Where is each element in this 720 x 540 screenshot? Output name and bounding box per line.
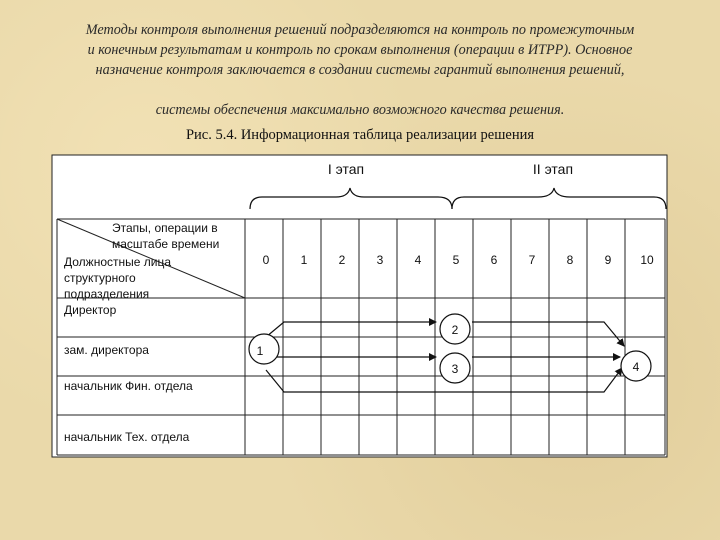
operation-node-1-label: 1 bbox=[256, 344, 264, 358]
time-scale-label-9: 9 bbox=[604, 253, 612, 267]
time-scale-label-5: 5 bbox=[452, 253, 460, 267]
time-scale-label-6: 6 bbox=[490, 253, 498, 267]
header-officials-line-2: структурного bbox=[64, 271, 136, 285]
paragraph-line-4: системы обеспечения максимально возможного качества решения. bbox=[155, 102, 565, 118]
paragraph-line-1: Методы контроля выполнения решений подразделяются на контроль по промежуточным bbox=[85, 22, 635, 38]
time-scale-label-4: 4 bbox=[414, 253, 422, 267]
header-operations-line-1: Этапы, операции в bbox=[112, 221, 218, 235]
row-label-director: Директор bbox=[64, 303, 117, 317]
time-scale-label-1: 1 bbox=[300, 253, 308, 267]
time-scale-label-7: 7 bbox=[528, 253, 536, 267]
time-scale-label-8: 8 bbox=[566, 253, 574, 267]
row-label-deputy-director: зам. директора bbox=[64, 343, 149, 357]
operation-node-1 bbox=[249, 334, 279, 364]
stage-2-label: II этап bbox=[532, 161, 574, 177]
header-operations-line-2: масштабе времени bbox=[112, 237, 220, 251]
paragraph-line-2: и конечным результатам и контроль по срокам выполнения (операции в ИТРР). Основное bbox=[87, 42, 633, 58]
time-scale-label-10: 10 bbox=[640, 253, 654, 267]
operation-node-2-label: 2 bbox=[451, 323, 459, 337]
paragraph-line-3: назначение контроля заключается в создании системы гарантий выполнения решений, bbox=[95, 62, 625, 78]
operation-node-3-label: 3 bbox=[451, 362, 459, 376]
stage-1-label: I этап bbox=[327, 161, 365, 177]
figure-caption: Рис. 5.4. Информационная таблица реализации решения bbox=[185, 127, 535, 143]
header-officials-line-1: Должностные лица bbox=[64, 255, 172, 269]
operation-node-4-label: 4 bbox=[632, 360, 640, 374]
time-scale-label-0: 0 bbox=[262, 253, 270, 267]
row-label-tech-head: начальник Тех. отдела bbox=[64, 430, 190, 444]
time-scale-label-2: 2 bbox=[338, 253, 346, 267]
time-scale-label-3: 3 bbox=[376, 253, 384, 267]
row-label-finance-head: начальник Фин. отдела bbox=[64, 379, 193, 393]
header-officials-line-3: подразделения bbox=[64, 287, 150, 301]
